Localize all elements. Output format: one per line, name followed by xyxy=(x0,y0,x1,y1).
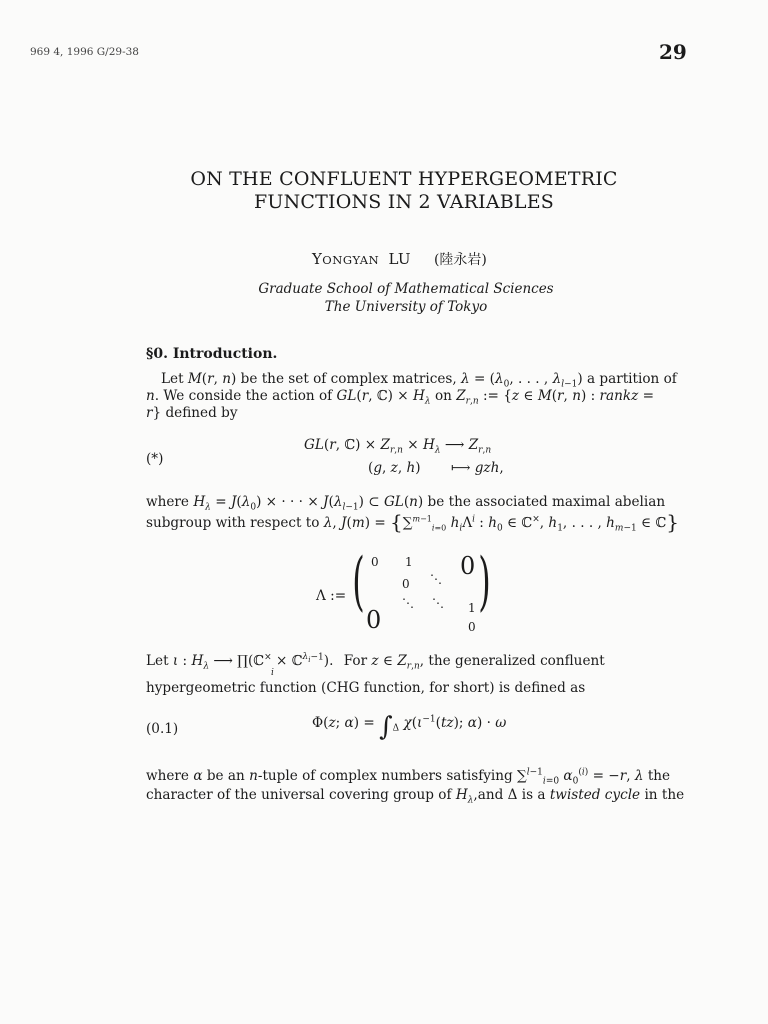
paper-title-line-1: ON THE CONFLUENT HYPERGEOMETRIC xyxy=(190,168,618,190)
matrix-entry: 0 xyxy=(371,555,379,569)
para4-line-2: character of the universal covering group of $H_\lambda,and$ Δ is a twisted cycle in the xyxy=(146,787,685,806)
matrix-entry: 1 xyxy=(468,601,476,615)
para1-line-3: r} defined by xyxy=(146,405,238,421)
matrix-left-paren: ( xyxy=(352,545,365,619)
author-line xyxy=(312,249,487,269)
para1-line-1: Let M(r, n) be the set of complex matrices, $\lambda = (\lambda_0$, . . . , $\lambda_{l-1}$) a partition of xyxy=(161,371,677,390)
section-heading xyxy=(146,346,277,362)
product-index: i xyxy=(271,668,274,678)
citation-line: 969 4, 1996 G/29-38 xyxy=(30,46,139,58)
matrix-entry: 1 xyxy=(405,555,413,569)
affiliation-line-1: Graduate School of Mathematical Sciences xyxy=(258,281,554,297)
eq-0-1: Φ(z; $\alpha) = \int_\Delta$ $\chi(\iota^{-1}(tz)$; α) · ω xyxy=(312,712,507,742)
matrix-big-zero: 0 xyxy=(366,606,382,634)
matrix-big-zero: 0 xyxy=(460,552,476,580)
matrix-dots: ⋱ xyxy=(430,572,442,586)
paper-title-line-2: FUNCTIONS IN 2 VARIABLES xyxy=(253,191,555,213)
para1-line-2: n. We conside the action of GL(r, ℂ) × $H_\lambda$ on $Z_{r,n}$ := {z ∈ M(r, n) : rankz = xyxy=(146,388,654,407)
section-number: §0. xyxy=(146,346,168,362)
matrix-entry: 0 xyxy=(402,577,410,591)
para2-line-1: where $H_\lambda = J(\lambda_0)$ × · · · × $J(\lambda_{l-1})$ ⊂ GL(n) be the associated maximal abelian xyxy=(146,494,666,513)
matrix-dots: ⋱ xyxy=(432,596,444,610)
para2-line-2: subgroup with respect to λ, J(m) = {∑$^{m-1}_{i=0}$ $h_i\Lambda^i$ : $h_0$ ∈ ℂ×, $h_1$, . . . , $h_{m-1}$ ∈ ℂ} xyxy=(146,510,679,534)
author-last-name: LU xyxy=(388,250,411,268)
author-first-rest: ONGYAN xyxy=(322,253,380,267)
matrix-entry: 0 xyxy=(468,620,476,634)
lambda-def-label: Λ := xyxy=(316,588,347,604)
author-first-initial: Y xyxy=(312,250,323,268)
para4-line-1: where α be an n-tuple of complex numbers satisfying ∑$^{l-1}_{i=0}$ $\alpha_0^{(i)} = -r$, λ the xyxy=(146,767,671,787)
author-cjk-name: (陸永岩) xyxy=(433,252,487,268)
page-number: 29 xyxy=(659,40,687,64)
star-equation-line-2: (g, z, h) ⟼ gzh, xyxy=(368,460,504,476)
star-label: (*) xyxy=(146,451,164,467)
matrix-right-paren: ) xyxy=(478,545,491,619)
para3-line-2: hypergeometric function (CHG function, for short) is defined as xyxy=(146,680,586,696)
para3-line-1: Let ι : $H_\lambda$ ⟶ ∏(ℂ× × ℂ$^{\lambda_i-1}$). For z ∈ $Z_{r,n}$, the generalized confluent xyxy=(146,652,605,672)
eq-0-1-label: (0.1) xyxy=(146,721,179,737)
affiliation-line-2: The University of Tokyo xyxy=(324,299,488,315)
section-title: Introduction. xyxy=(172,346,278,362)
matrix-dots: ⋱ xyxy=(402,596,414,610)
star-equation-line-1: GL(r, ℂ) × $Z_{r,n} \times H_\lambda$ ⟶ $Z_{r,n}$ xyxy=(304,437,492,456)
